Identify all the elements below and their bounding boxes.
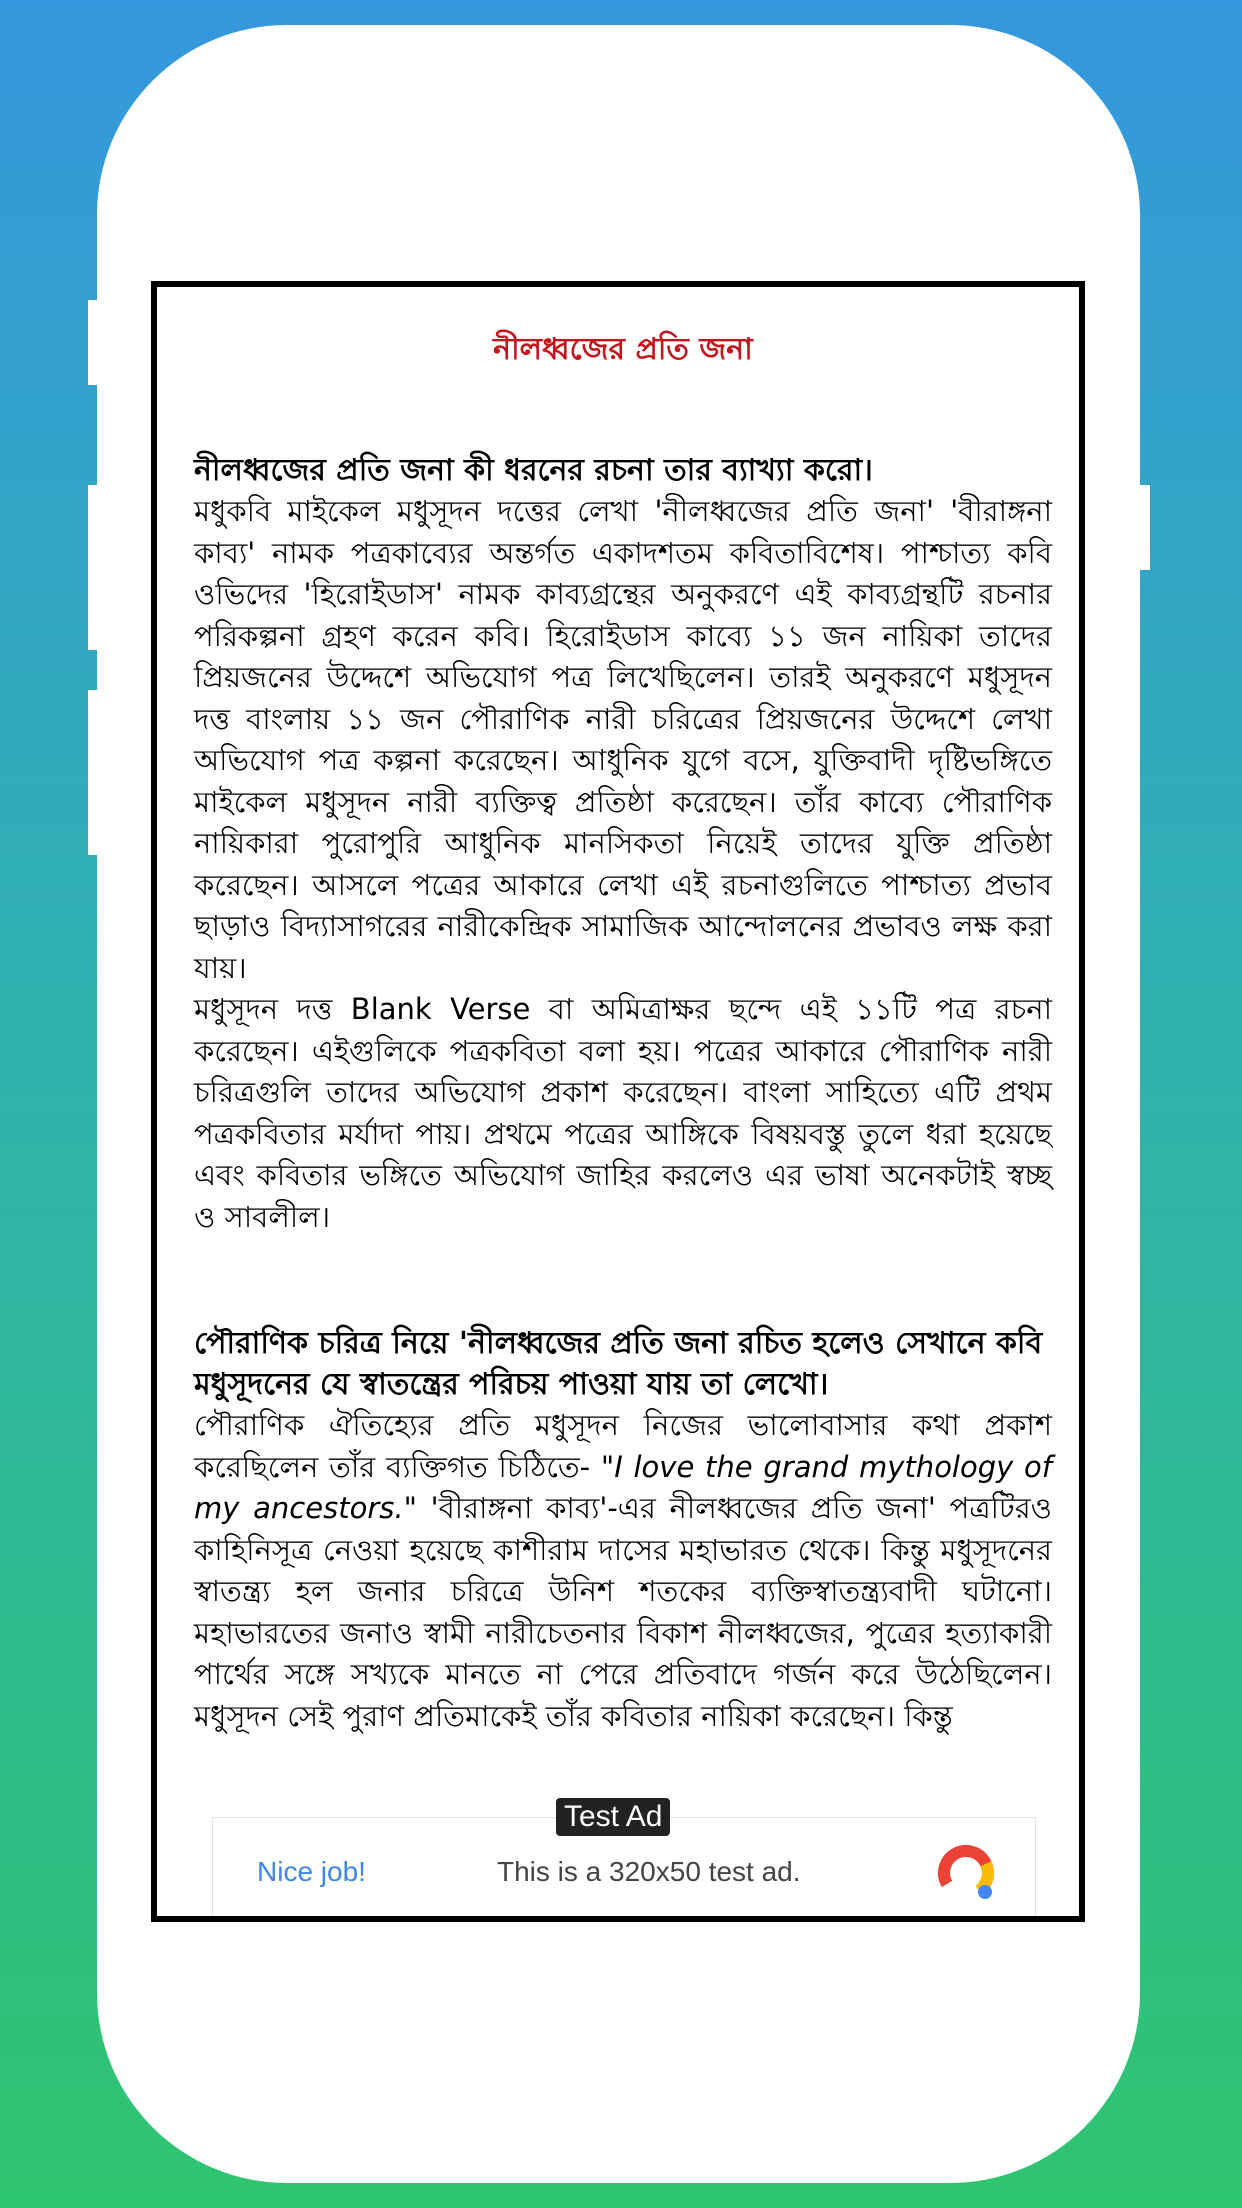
banner-ad[interactable] — [212, 1800, 1036, 1922]
ad-headline[interactable]: Nice job! — [257, 1856, 366, 1887]
admob-logo-icon[interactable] — [935, 1842, 997, 1904]
answer-paragraph — [194, 1405, 1052, 1737]
answer-text: পৌরাণিক ঐতিহ্যের প্রতি মধুসূদন নিজের ভালোবাসার কথা প্রকাশ করেছিলেন তাঁর ব্যক্তিগত চিঠিতে- — [194, 1408, 1052, 1484]
article-title: নীলধ্বজের প্রতি জনা — [493, 332, 753, 367]
app-screen[interactable] — [151, 281, 1085, 1922]
question-heading: পৌরাণিক চরিত্র নিয়ে 'নীলধ্বজের প্রতি জনা রচিত হলেও সেখানে কবি মধুসূদনের যে স্বাতন্ত্রের পরিচয় পাওয়া যায় তা লেখো। — [194, 1326, 1043, 1402]
answer-paragraph: মধুকবি মাইকেল মধুসূদন দত্তের লেখা 'নীলধ্বজের প্রতি জনা' 'বীরাঙ্গনা কাব্য' নামক পত্রকাব্যের অন্তর্গত একাদশতম কবিতাবিশেষ। পাশ্চাত্য কবি ওভিদের 'হিরোইডাস' নামক কাব্যগ্রন্থের অনুকরণে এই কাব্যগ্রন্থটি রচনার পরিকল্পনা গ্রহণ করেন কবি। হিরোইডাস কাব্যে ১১ জন নায়িকা তাদের প্রিয়জনের উদ্দেশে অভিযোগ পত্র লিখেছিলেন। তারই অনুকরণে মধুসূদন দত্ত বাংলায় ১১ জন পৌরাণিক নারী চরিত্রের প্রিয়জনের উদ্দেশে লেখা অভিযোগ পত্র কল্পনা করেছেন। আধুনিক যুগে বসে, যুক্তিবাদী দৃষ্টিভঙ্গিতে মাইকেল মধুসূদন নারী ব্যক্তিত্ব প্রতিষ্ঠা করেছেন। তাঁর কাব্যে পৌরাণিক নায়িকারা পুরোপুরি আধুনিক মানসিকতা নিয়েই তাদের যুক্তি প্রতিষ্ঠা করেছেন। আসলে পত্রের আকারে লেখা এই রচনাগুলিতে পাশ্চাত্য প্রভাব ছাড়াও বিদ্যাসাগরের নারীকেন্দ্রিক সামাজিক আন্দোলনের প্রভাবও লক্ষ করা যায়। — [194, 494, 1052, 985]
question-heading: নীলধ্বজের প্রতি জনা কী ধরনের রচনা তার ব্যাখ্যা করো। — [194, 453, 873, 488]
english-quote: "I love the grand mythology of my ancestors." — [194, 1449, 1053, 1525]
ad-body-text[interactable]: This is a 320x50 test ad. — [497, 1856, 801, 1887]
test-ad-label: Test Ad — [556, 1798, 670, 1836]
answer-paragraph: মধুসূদন দত্ত Blank Verse বা অমিত্রাক্ষর ছন্দে এই ১১টি পত্র রচনা করেছেন। এইগুলিকে পত্রকবিতা বলা হয়। পত্রের আকারে পৌরাণিক নারী চরিত্রগুলি তাদের অভিযোগ প্রকাশ করেছেন। বাংলা সাহিত্যে এটি প্রথম পত্রকবিতার মর্যাদা পায়। প্রথমে পত্রের আঙ্গিকে বিষয়বস্তু তুলে ধরা হয়েছে এবং কবিতার ভঙ্গিতে অভিযোগ জাহির করলেও এর ভাষা অনেকটাই স্বচ্ছ ও সাবলীল। — [194, 992, 1052, 1234]
article-content[interactable] — [194, 287, 1052, 1737]
answer-text: 'বীরাঙ্গনা কাব্য'-এর নীলধ্বজের প্রতি জনা' পত্রটিরও কাহিনিসূত্র নেওয়া হয়েছে কাশীরাম দাসের মহাভারত থেকে। কিন্তু মধুসূদনের স্বাতন্ত্র্য হল জনার চরিত্রে উনিশ শতকের ব্যক্তিস্বাতন্ত্র্যবাদী ঘটানো। মহাভারতের জনাও স্বামী নারীচেতনার বিকাশ নীলধ্বজের, পুত্রের হত্যাকারী পার্থের সঙ্গে সখ্যকে মানতে না পেরে প্রতিবাদে গর্জন করে উঠেছিলেন। মধুসূদন সেই পুরাণ প্রতিমাকেই তাঁর কবিতার নায়িকা করেছেন। কিন্তু — [194, 1491, 1052, 1733]
